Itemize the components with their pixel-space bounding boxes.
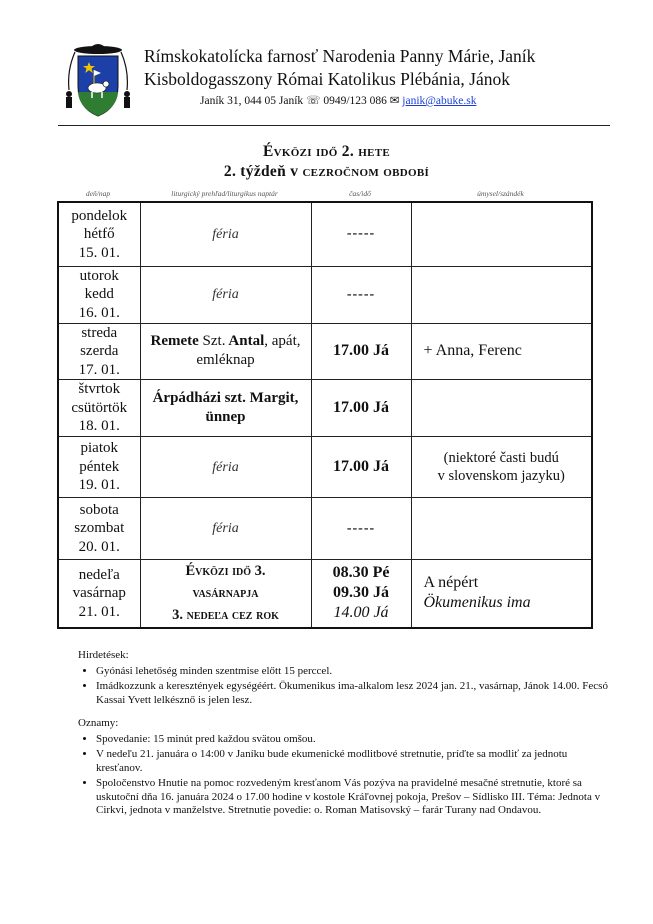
intention-cell [411, 202, 592, 266]
list-item: • V nedeľu 21. januára o 14:00 v Janíku bude ekumenické modlitbové stretnutie, príďte sa modliť za jednotu kresťanov. [96, 748, 616, 775]
intention-cell: + Anna, Ferenc [411, 323, 592, 380]
announcements [78, 649, 616, 828]
time-cell: ----- [311, 266, 411, 323]
liturgy-cell: féria [140, 498, 311, 560]
table-row [58, 560, 592, 628]
table-row [58, 380, 592, 437]
announcements-heading-hungarian: Hirdetések: [78, 649, 129, 661]
time-cell: 08.30 Pé 09.30 Já 14.00 Já [311, 560, 411, 628]
time-cell: ----- [311, 202, 411, 266]
day-cell: nedeľa vasárnap 21. 01. [58, 560, 140, 628]
table-row [58, 498, 592, 560]
parish-name-slovak: Rímskokatolícka farnosť Narodenia Panny Márie, Janík [144, 46, 536, 66]
table-row [58, 323, 592, 380]
column-header-day: deň/nap [85, 189, 111, 198]
address: Janík 31, 044 05 Janík [200, 95, 304, 107]
announcement-list-slovak [78, 733, 616, 818]
header-divider [58, 125, 610, 126]
day-cell: piatok péntek 19. 01. [58, 437, 140, 498]
column-header-intention: úmysel/szándék [477, 189, 524, 198]
table-row [58, 437, 592, 498]
column-header-liturgy: liturgický prehľad/liturgikus naptár [171, 189, 278, 198]
intention-cell: (niektoré časti budú v slovenskom jazyku) [411, 437, 592, 498]
announcement-list-hungarian [78, 665, 616, 708]
liturgy-cell: féria [140, 437, 311, 498]
mass-schedule-table [57, 201, 593, 629]
list-item: • Gyónási lehetőség minden szentmise előtt 15 perccel. [96, 665, 616, 679]
intention-cell [411, 266, 592, 323]
time-cell: 17.00 Já [311, 437, 411, 498]
day-cell: streda szerda 17. 01. [58, 323, 140, 380]
week-title-slovak: 2. týždeň v cezročnom období [223, 163, 430, 180]
phone-number: 0949/123 086 [323, 95, 387, 107]
parish-name-hungarian: Kisboldogasszony Római Katolikus Plébánia, Jánok [144, 69, 511, 89]
day-cell: sobota szombat 20. 01. [58, 498, 140, 560]
liturgy-cell: féria [140, 266, 311, 323]
table-row [58, 266, 592, 323]
intention-cell: A népért Ökumenikus ima [411, 560, 592, 628]
week-title-hungarian: Évközi idő 2. hete [262, 143, 391, 160]
intention-cell [411, 380, 592, 437]
liturgy-cell: Árpádházi szt. Margit, ünnep [140, 380, 311, 437]
day-cell: štvrtok csütörtök 18. 01. [58, 380, 140, 437]
contact-line [200, 93, 476, 107]
intention-cell [411, 498, 592, 560]
time-cell: 17.00 Já [311, 380, 411, 437]
day-cell: pondelok hétfő 15. 01. [58, 202, 140, 266]
list-item: • Imádkozzunk a keresztények egységéért. Ökumenikus ima-alkalom lesz 2024 jan. 21., vasárnap, Jánok 14.00. Fecsó Kassai Yvett lelkésznő is jelen lesz. [96, 680, 616, 707]
time-cell: ----- [311, 498, 411, 560]
day-cell: utorok kedd 16. 01. [58, 266, 140, 323]
liturgy-cell: Évközi idő 3. vasárnapja 3. nedeľa cez rok [140, 560, 311, 628]
table-row [58, 202, 592, 266]
column-header-time: čas/idő [349, 189, 371, 198]
mail-icon: ✉ [389, 95, 400, 107]
announcements-heading-slovak: Oznamy: [78, 717, 119, 729]
phone-icon: ☏ [306, 95, 321, 107]
parish-coat-of-arms-icon [57, 40, 139, 122]
time-cell: 17.00 Já [311, 323, 411, 380]
list-item: • Spoločenstvo Hnutie na pomoc rozvedeným kresťanom Vás pozýva na pravidelné mesačné stretnutie, ktoré sa uskutoční dňa 16. januára 2024 o 17.00 hodine v kostole Kráľovnej pokoja, Prešov – Sídlisko III. Téma: Jednota v Cirkvi, jednota v manželstve. Stretnutie povedie: o. Roman Matisovský – farár Turany nad Ondavou. [96, 777, 616, 818]
liturgy-cell: féria [140, 202, 311, 266]
email-link[interactable]: janik@abuke.sk [402, 95, 477, 107]
liturgy-cell: Remete Szt. Antal, apát, emléknap [140, 323, 311, 380]
list-item: • Spovedanie: 15 minút pred každou svätou omšou. [96, 733, 616, 747]
